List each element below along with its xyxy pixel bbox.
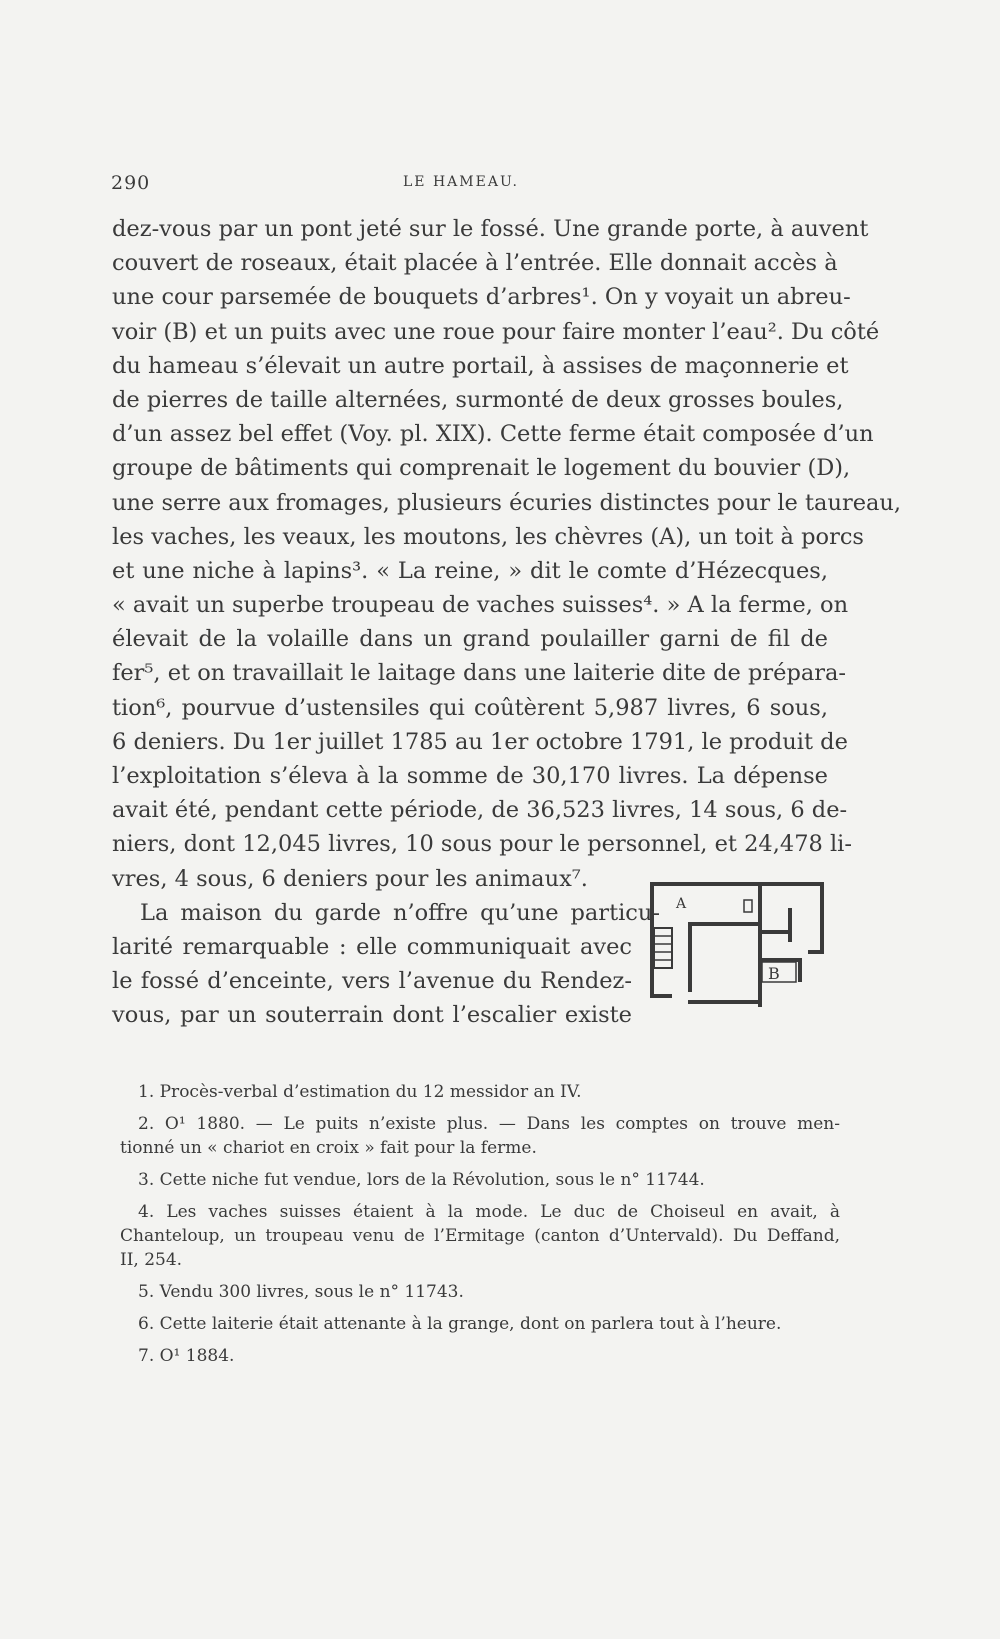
page-header xyxy=(111,172,531,196)
footnote-3 xyxy=(120,1168,840,1192)
text-line: groupe de bâtiments qui comprenait le logement du bouvier (D), xyxy=(112,455,851,482)
text-line: une serre aux fromages, plusieurs écuries distinctes pour le taureau, xyxy=(112,489,902,516)
footnote-5 xyxy=(120,1280,840,1304)
text-line: vres, 4 sous, 6 deniers pour les animaux⁷. xyxy=(112,865,588,892)
text-line: d’un assez bel effet (Voy. pl. XIX). Cette ferme était composée d’un xyxy=(112,421,874,448)
footnote-line: 5. Vendu 300 livres, sous le n° 11743. xyxy=(138,1282,464,1302)
text-line: le fossé d’enceinte, vers l’avenue du Rendez- xyxy=(112,968,632,995)
text-line: voir (B) et un puits avec une roue pour faire monter l’eau². Du côté xyxy=(112,318,880,345)
text-line: du hameau s’élevait un autre portail, à assises de maçonnerie et xyxy=(112,352,849,379)
text-line: La maison du garde n’offre qu’une particu- xyxy=(140,899,660,926)
plan-label-a: A xyxy=(676,896,687,912)
plan-well xyxy=(744,900,752,912)
text-line: vous, par un souterrain dont l’escalier existe xyxy=(112,1002,632,1029)
text-line: « avait un superbe troupeau de vaches suisses⁴. » A la ferme, on xyxy=(112,592,849,619)
farm-floor-plan xyxy=(650,880,828,1010)
footnote-line: 7. O¹ 1884. xyxy=(138,1346,235,1366)
footnote-line: II, 254. xyxy=(120,1250,183,1270)
text-line: fer⁵, et on travaillait le laitage dans une laiterie dite de prépara- xyxy=(112,660,847,687)
footnote-7 xyxy=(120,1344,840,1368)
footnote-1 xyxy=(120,1080,840,1104)
footnote-line: tionné un « chariot en croix » fait pour la ferme. xyxy=(120,1138,537,1158)
text-line: larité remarquable : elle communiquait avec xyxy=(112,933,632,960)
text-line: dez-vous par un pont jeté sur le fossé. Une grande porte, à auvent xyxy=(112,216,869,242)
page-number: 290 xyxy=(111,172,151,194)
plan-stair xyxy=(654,928,672,968)
plan-wall xyxy=(652,884,822,952)
text-line: 6 deniers. Du 1er juillet 1785 au 1er octobre 1791, le produit de xyxy=(112,728,848,755)
footnote-4 xyxy=(120,1200,840,1272)
footnote-line: 4. Les vaches suisses étaient à la mode. Le duc de Choiseul en avait, à xyxy=(138,1202,840,1222)
plan-wall xyxy=(760,960,800,980)
running-title: LE HAMEAU. xyxy=(403,174,519,190)
plan-label-b: B xyxy=(768,964,780,983)
text-line: l’exploitation s’éleva à la somme de 30,170 livres. La dépense xyxy=(112,763,828,789)
footnote-line: 3. Cette niche fut vendue, lors de la Révolution, sous le n° 11744. xyxy=(138,1170,705,1190)
footnote-line: 2. O¹ 1880. — Le puits n’existe plus. — Dans les comptes on trouve men- xyxy=(138,1114,840,1134)
text-line: avait été, pendant cette période, de 36,523 livres, 14 sous, 6 de- xyxy=(112,797,848,824)
text-line: élevait de la volaille dans un grand poulailler garni de fil de xyxy=(112,626,828,653)
text-line: et une niche à lapins³. « La reine, » dit le comte d’Hézecques, xyxy=(112,557,828,584)
text-line: une cour parsemée de bouquets d’arbres¹. On y voyait un abreu- xyxy=(112,284,851,311)
footnote-line: Chanteloup, un troupeau venu de l’Ermitage (canton d’Untervald). Du Deffand, xyxy=(120,1226,840,1246)
footnote-line: 1. Procès-verbal d’estimation du 12 messidor an IV. xyxy=(138,1082,582,1102)
text-line: les vaches, les veaux, les moutons, les chèvres (A), un toit à porcs xyxy=(112,523,864,550)
text-line: couvert de roseaux, était placée à l’entrée. Elle donnait accès à xyxy=(112,250,838,277)
footnotes xyxy=(120,1080,840,1376)
footnote-2 xyxy=(120,1112,840,1160)
text-line: tion⁶, pourvue d’ustensiles qui coûtèrent 5,987 livres, 6 sous, xyxy=(112,694,828,721)
footnote-line: 6. Cette laiterie était attenante à la grange, dont on parlera tout à l’heure. xyxy=(138,1314,782,1334)
text-line: de pierres de taille alternées, surmonté de deux grosses boules, xyxy=(112,386,844,413)
footnote-6 xyxy=(120,1312,840,1336)
text-line: niers, dont 12,045 livres, 10 sous pour le personnel, et 24,478 li- xyxy=(112,831,852,858)
